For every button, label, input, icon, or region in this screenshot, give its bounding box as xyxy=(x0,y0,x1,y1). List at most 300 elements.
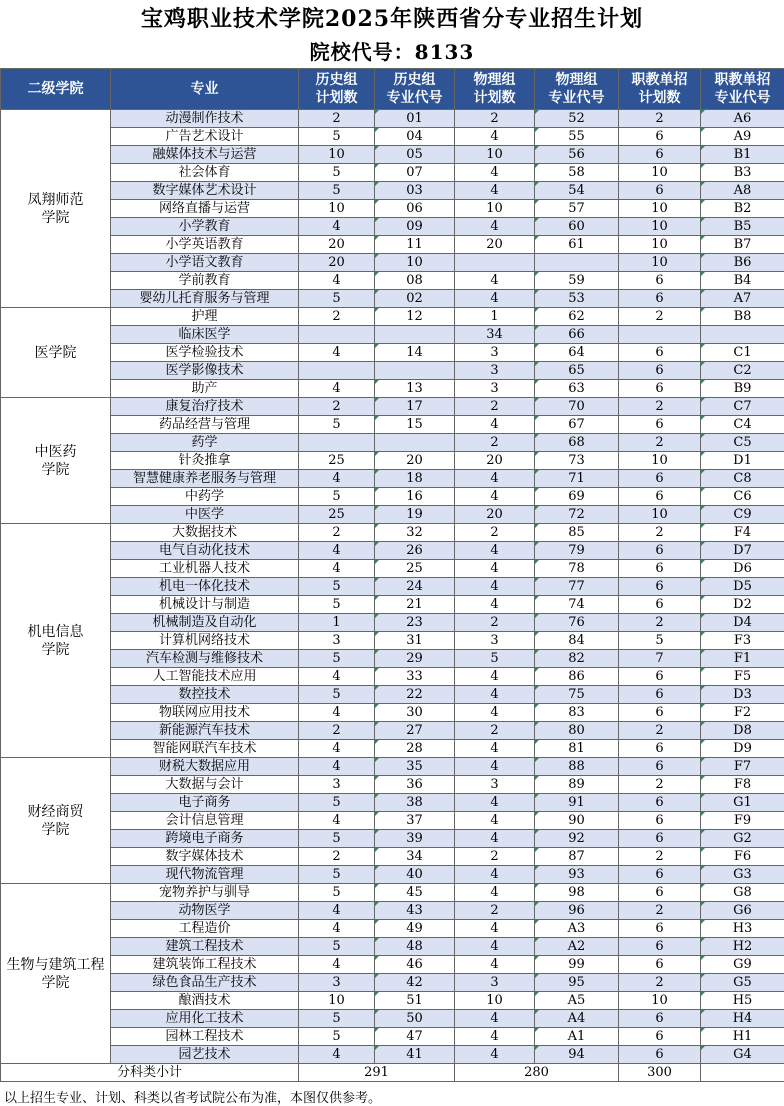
table-cell: 83 xyxy=(535,704,619,722)
column-header: 职教单招 计划数 xyxy=(619,69,701,110)
total-history: 291 xyxy=(299,1064,455,1082)
major-name: 财税大数据应用 xyxy=(111,758,299,776)
table-row xyxy=(1,668,784,686)
table-cell: 6 xyxy=(619,920,701,938)
table-cell: 12 xyxy=(375,308,455,326)
table-cell: 5 xyxy=(299,794,375,812)
table-cell: 6 xyxy=(619,884,701,902)
table-cell: B4 xyxy=(701,272,784,290)
major-name: 动漫制作技术 xyxy=(111,110,299,128)
table-row xyxy=(1,200,784,218)
table-row xyxy=(1,578,784,596)
table-cell: 34 xyxy=(455,326,535,344)
table-cell: B5 xyxy=(701,218,784,236)
table-cell: 86 xyxy=(535,668,619,686)
major-name: 中药学 xyxy=(111,488,299,506)
table-cell: D5 xyxy=(701,578,784,596)
table-cell: 46 xyxy=(375,956,455,974)
table-cell: 07 xyxy=(375,164,455,182)
table-cell: 5 xyxy=(299,866,375,884)
table-cell: 5 xyxy=(299,1028,375,1046)
school-code: 院校代号：8133 xyxy=(309,40,475,64)
table-cell: 5 xyxy=(299,578,375,596)
major-name: 机械制造及自动化 xyxy=(111,614,299,632)
table-cell: 03 xyxy=(375,182,455,200)
major-name: 汽车检测与维修技术 xyxy=(111,650,299,668)
table-cell: 63 xyxy=(535,380,619,398)
table-cell: 3 xyxy=(455,344,535,362)
table-cell: 87 xyxy=(535,848,619,866)
table-cell xyxy=(375,326,455,344)
table-cell: 2 xyxy=(619,110,701,128)
major-name: 网络直播与运营 xyxy=(111,200,299,218)
table-row xyxy=(1,992,784,1010)
table-row xyxy=(1,218,784,236)
table-cell: 2 xyxy=(619,308,701,326)
table-cell: 47 xyxy=(375,1028,455,1046)
table-cell: 4 xyxy=(455,812,535,830)
table-cell: 6 xyxy=(619,1010,701,1028)
table-row xyxy=(1,920,784,938)
table-cell: D7 xyxy=(701,542,784,560)
table-cell: 33 xyxy=(375,668,455,686)
table-cell: F8 xyxy=(701,776,784,794)
table-cell: 02 xyxy=(375,290,455,308)
table-cell: H5 xyxy=(701,992,784,1010)
table-row xyxy=(1,308,784,326)
table-cell: 81 xyxy=(535,740,619,758)
table-body xyxy=(1,110,784,1082)
table-cell: 4 xyxy=(455,596,535,614)
table-cell: 70 xyxy=(535,398,619,416)
table-cell: 20 xyxy=(455,506,535,524)
table-cell: C2 xyxy=(701,362,784,380)
table-cell: 49 xyxy=(375,920,455,938)
table-cell: 10 xyxy=(619,200,701,218)
table-cell: 20 xyxy=(455,452,535,470)
major-name: 智能网联汽车技术 xyxy=(111,740,299,758)
page-title: 宝鸡职业技术学院2025年陕西省分专业招生计划 xyxy=(140,6,644,32)
table-row xyxy=(1,344,784,362)
major-name: 数字媒体艺术设计 xyxy=(111,182,299,200)
table-cell: 4 xyxy=(299,956,375,974)
table-cell: 3 xyxy=(299,974,375,992)
table-cell: A8 xyxy=(701,182,784,200)
table-cell: H4 xyxy=(701,1010,784,1028)
table-cell: 34 xyxy=(375,848,455,866)
table-cell: 4 xyxy=(299,758,375,776)
table-cell: 6 xyxy=(619,866,701,884)
table-cell: B6 xyxy=(701,254,784,272)
table-cell: 6 xyxy=(619,1046,701,1064)
table-cell: B3 xyxy=(701,164,784,182)
table-cell: 4 xyxy=(455,758,535,776)
table-cell: 09 xyxy=(375,218,455,236)
table-cell: 74 xyxy=(535,596,619,614)
table-row xyxy=(1,686,784,704)
table-cell: 4 xyxy=(299,560,375,578)
table-cell: 4 xyxy=(455,1010,535,1028)
total-row xyxy=(1,1064,784,1082)
table-cell: 56 xyxy=(535,146,619,164)
table-cell: 75 xyxy=(535,686,619,704)
table-row xyxy=(1,272,784,290)
table-cell: 20 xyxy=(299,236,375,254)
table-cell: G1 xyxy=(701,794,784,812)
table-cell: 37 xyxy=(375,812,455,830)
table-cell: 6 xyxy=(619,146,701,164)
college-name: 凤翔师范 学院 xyxy=(1,110,111,308)
table-cell: 22 xyxy=(375,686,455,704)
major-name: 小学教育 xyxy=(111,218,299,236)
table-cell: 4 xyxy=(455,488,535,506)
table-cell: 6 xyxy=(619,686,701,704)
major-name: 中医学 xyxy=(111,506,299,524)
table-cell: 6 xyxy=(619,128,701,146)
major-name: 大数据与会计 xyxy=(111,776,299,794)
table-cell: 62 xyxy=(535,308,619,326)
table-cell: 88 xyxy=(535,758,619,776)
table-cell: 16 xyxy=(375,488,455,506)
major-name: 现代物流管理 xyxy=(111,866,299,884)
column-header: 二级学院 xyxy=(1,69,111,110)
table-cell: F9 xyxy=(701,812,784,830)
table-cell: 2 xyxy=(619,434,701,452)
table-cell: 95 xyxy=(535,974,619,992)
table-cell: 4 xyxy=(455,956,535,974)
table-cell: 6 xyxy=(619,362,701,380)
table-row xyxy=(1,614,784,632)
table-cell: 19 xyxy=(375,506,455,524)
table-cell: 68 xyxy=(535,434,619,452)
college-name: 机电信息 学院 xyxy=(1,524,111,758)
table-row xyxy=(1,830,784,848)
table-cell: 4 xyxy=(455,866,535,884)
table-cell: 4 xyxy=(455,830,535,848)
major-name: 电气自动化技术 xyxy=(111,542,299,560)
footnote: 以上招生专业、计划、科类以省考试院公布为准，本图仅供参考。 xyxy=(4,1091,382,1106)
table-cell: 6 xyxy=(619,668,701,686)
table-cell: 93 xyxy=(535,866,619,884)
table-cell: H3 xyxy=(701,920,784,938)
table-cell: 84 xyxy=(535,632,619,650)
table-cell: 10 xyxy=(455,146,535,164)
table-cell xyxy=(455,254,535,272)
table-cell: 2 xyxy=(619,776,701,794)
table-row xyxy=(1,794,784,812)
table-cell: 23 xyxy=(375,614,455,632)
table-cell: 2 xyxy=(455,524,535,542)
table-cell: 31 xyxy=(375,632,455,650)
table-cell: 6 xyxy=(619,542,701,560)
table-cell: 2 xyxy=(299,398,375,416)
table-row xyxy=(1,974,784,992)
table-cell: 96 xyxy=(535,902,619,920)
table-cell: 3 xyxy=(299,632,375,650)
table-cell: 4 xyxy=(299,812,375,830)
college-name: 医学院 xyxy=(1,308,111,398)
major-name: 融媒体技术与运营 xyxy=(111,146,299,164)
table-cell: 2 xyxy=(455,398,535,416)
table-cell: 11 xyxy=(375,236,455,254)
table-row xyxy=(1,740,784,758)
major-name: 数字媒体技术 xyxy=(111,848,299,866)
major-name: 跨境电子商务 xyxy=(111,830,299,848)
table-cell: 4 xyxy=(455,578,535,596)
table-cell: 6 xyxy=(619,704,701,722)
table-cell: 6 xyxy=(619,344,701,362)
table-cell: 28 xyxy=(375,740,455,758)
major-name: 针灸推拿 xyxy=(111,452,299,470)
table-row xyxy=(1,1046,784,1064)
table-cell: 77 xyxy=(535,578,619,596)
table-cell: B2 xyxy=(701,200,784,218)
table-cell: 30 xyxy=(375,704,455,722)
table-cell: 69 xyxy=(535,488,619,506)
table-cell: 5 xyxy=(299,416,375,434)
table-cell: 4 xyxy=(455,1046,535,1064)
table-cell: 92 xyxy=(535,830,619,848)
table-row xyxy=(1,758,784,776)
table-cell: 10 xyxy=(455,200,535,218)
table-cell: 71 xyxy=(535,470,619,488)
table-cell: 4 xyxy=(299,740,375,758)
table-row xyxy=(1,776,784,794)
table-cell xyxy=(619,326,701,344)
table-cell: 26 xyxy=(375,542,455,560)
table-cell: 4 xyxy=(455,164,535,182)
table-row xyxy=(1,416,784,434)
table-cell: F4 xyxy=(701,524,784,542)
table-cell: 6 xyxy=(619,830,701,848)
table-cell: D1 xyxy=(701,452,784,470)
table-cell: 5 xyxy=(299,686,375,704)
table-cell: 36 xyxy=(375,776,455,794)
table-cell: D3 xyxy=(701,686,784,704)
table-cell: 25 xyxy=(375,560,455,578)
table-cell: 6 xyxy=(619,470,701,488)
table-cell: G5 xyxy=(701,974,784,992)
table-cell: 2 xyxy=(619,614,701,632)
table-cell: 6 xyxy=(619,578,701,596)
table-cell: 01 xyxy=(375,110,455,128)
table-cell xyxy=(299,434,375,452)
table-cell: 2 xyxy=(299,524,375,542)
column-header: 历史组 专业代号 xyxy=(375,69,455,110)
table-cell: 14 xyxy=(375,344,455,362)
table-cell: F2 xyxy=(701,704,784,722)
table-cell: 4 xyxy=(299,704,375,722)
table-cell: 6 xyxy=(619,794,701,812)
table-cell: 08 xyxy=(375,272,455,290)
table-cell: 2 xyxy=(455,614,535,632)
table-row xyxy=(1,866,784,884)
table-cell xyxy=(299,362,375,380)
major-name: 康复治疗技术 xyxy=(111,398,299,416)
table-row xyxy=(1,848,784,866)
table-cell: 55 xyxy=(535,128,619,146)
table-row xyxy=(1,884,784,902)
table-row xyxy=(1,524,784,542)
table-cell: 4 xyxy=(455,794,535,812)
major-name: 医学检验技术 xyxy=(111,344,299,362)
table-cell: D9 xyxy=(701,740,784,758)
table-cell: 4 xyxy=(455,128,535,146)
table-cell: 18 xyxy=(375,470,455,488)
table-row xyxy=(1,182,784,200)
table-cell: G4 xyxy=(701,1046,784,1064)
table-cell: D6 xyxy=(701,560,784,578)
table-cell: 4 xyxy=(299,218,375,236)
table-cell: 99 xyxy=(535,956,619,974)
table-cell: 4 xyxy=(455,218,535,236)
table-cell: 10 xyxy=(299,200,375,218)
table-cell: H2 xyxy=(701,938,784,956)
table-cell: 4 xyxy=(299,470,375,488)
table-cell: 5 xyxy=(299,182,375,200)
table-cell: G8 xyxy=(701,884,784,902)
major-name: 建筑工程技术 xyxy=(111,938,299,956)
table-cell: 73 xyxy=(535,452,619,470)
table-cell: 59 xyxy=(535,272,619,290)
table-cell: 2 xyxy=(619,848,701,866)
table-cell: 4 xyxy=(455,1028,535,1046)
table-row xyxy=(1,146,784,164)
table-cell: G9 xyxy=(701,956,784,974)
major-name: 酿酒技术 xyxy=(111,992,299,1010)
table-cell: 6 xyxy=(619,290,701,308)
table-row xyxy=(1,362,784,380)
table-row xyxy=(1,434,784,452)
table-row xyxy=(1,902,784,920)
table-cell: 7 xyxy=(619,650,701,668)
table-cell xyxy=(701,326,784,344)
major-name: 大数据技术 xyxy=(111,524,299,542)
major-name: 药学 xyxy=(111,434,299,452)
college-name: 生物与建筑工程 学院 xyxy=(1,884,111,1064)
table-cell: 4 xyxy=(455,920,535,938)
table-cell: 2 xyxy=(455,848,535,866)
table-cell: 10 xyxy=(619,164,701,182)
major-name: 护理 xyxy=(111,308,299,326)
major-name: 社会体育 xyxy=(111,164,299,182)
major-name: 会计信息管理 xyxy=(111,812,299,830)
table-cell: 6 xyxy=(619,596,701,614)
table-cell: 91 xyxy=(535,794,619,812)
table-cell: 32 xyxy=(375,524,455,542)
table-cell: C7 xyxy=(701,398,784,416)
major-name: 宠物养护与驯导 xyxy=(111,884,299,902)
table-cell: 5 xyxy=(299,164,375,182)
table-row xyxy=(1,398,784,416)
table-cell: 2 xyxy=(619,722,701,740)
table-cell: 82 xyxy=(535,650,619,668)
table-cell: 21 xyxy=(375,596,455,614)
table-cell: 1 xyxy=(455,308,535,326)
column-header: 职教单招 专业代号 xyxy=(701,69,784,110)
table-cell: 10 xyxy=(619,992,701,1010)
table-cell: 80 xyxy=(535,722,619,740)
table-cell: 6 xyxy=(619,956,701,974)
table-row xyxy=(1,596,784,614)
table-row xyxy=(1,650,784,668)
table-cell: 66 xyxy=(535,326,619,344)
table-cell: 24 xyxy=(375,578,455,596)
table-cell: 10 xyxy=(299,146,375,164)
table-cell: G2 xyxy=(701,830,784,848)
table-cell: C5 xyxy=(701,434,784,452)
table-cell: 58 xyxy=(535,164,619,182)
table-cell: 6 xyxy=(619,938,701,956)
major-name: 婴幼儿托育服务与管理 xyxy=(111,290,299,308)
major-name: 工程造价 xyxy=(111,920,299,938)
table-row xyxy=(1,542,784,560)
table-cell: 2 xyxy=(299,722,375,740)
major-name: 药品经营与管理 xyxy=(111,416,299,434)
table-cell: 3 xyxy=(455,776,535,794)
table-cell: D4 xyxy=(701,614,784,632)
table-cell: 2 xyxy=(619,524,701,542)
table-cell: 4 xyxy=(299,902,375,920)
table-cell: 2 xyxy=(619,974,701,992)
table-cell: F3 xyxy=(701,632,784,650)
table-cell: 6 xyxy=(619,560,701,578)
table-cell: 10 xyxy=(619,236,701,254)
table-cell: 5 xyxy=(299,884,375,902)
table-cell: 5 xyxy=(299,488,375,506)
table-cell: A9 xyxy=(701,128,784,146)
table-cell: F7 xyxy=(701,758,784,776)
table-cell: 10 xyxy=(455,992,535,1010)
table-cell: 2 xyxy=(299,308,375,326)
table-cell: 6 xyxy=(619,812,701,830)
table-cell: 76 xyxy=(535,614,619,632)
major-name: 新能源汽车技术 xyxy=(111,722,299,740)
table-row xyxy=(1,326,784,344)
table-row xyxy=(1,956,784,974)
table-cell: 10 xyxy=(619,254,701,272)
table-cell: G6 xyxy=(701,902,784,920)
major-name: 数控技术 xyxy=(111,686,299,704)
table-cell: 06 xyxy=(375,200,455,218)
table-cell: 2 xyxy=(619,902,701,920)
major-name: 应用化工技术 xyxy=(111,1010,299,1028)
total-empty xyxy=(701,1064,784,1082)
major-name: 动物医学 xyxy=(111,902,299,920)
table-cell: 6 xyxy=(619,416,701,434)
table-cell: 29 xyxy=(375,650,455,668)
column-header: 专业 xyxy=(111,69,299,110)
table-cell: 2 xyxy=(619,398,701,416)
table-cell: B9 xyxy=(701,380,784,398)
table-cell: 4 xyxy=(455,272,535,290)
table-cell: D8 xyxy=(701,722,784,740)
table-cell: 5 xyxy=(299,1010,375,1028)
total-physics: 280 xyxy=(455,1064,619,1082)
table-row xyxy=(1,110,784,128)
table-cell: 10 xyxy=(619,218,701,236)
table-cell: 41 xyxy=(375,1046,455,1064)
table-cell: 4 xyxy=(299,380,375,398)
table-cell: 61 xyxy=(535,236,619,254)
table-cell: 2 xyxy=(299,110,375,128)
table-row xyxy=(1,164,784,182)
table-cell: C9 xyxy=(701,506,784,524)
table-cell: 3 xyxy=(455,380,535,398)
table-cell: 40 xyxy=(375,866,455,884)
major-name: 机械设计与制造 xyxy=(111,596,299,614)
table-cell: 54 xyxy=(535,182,619,200)
